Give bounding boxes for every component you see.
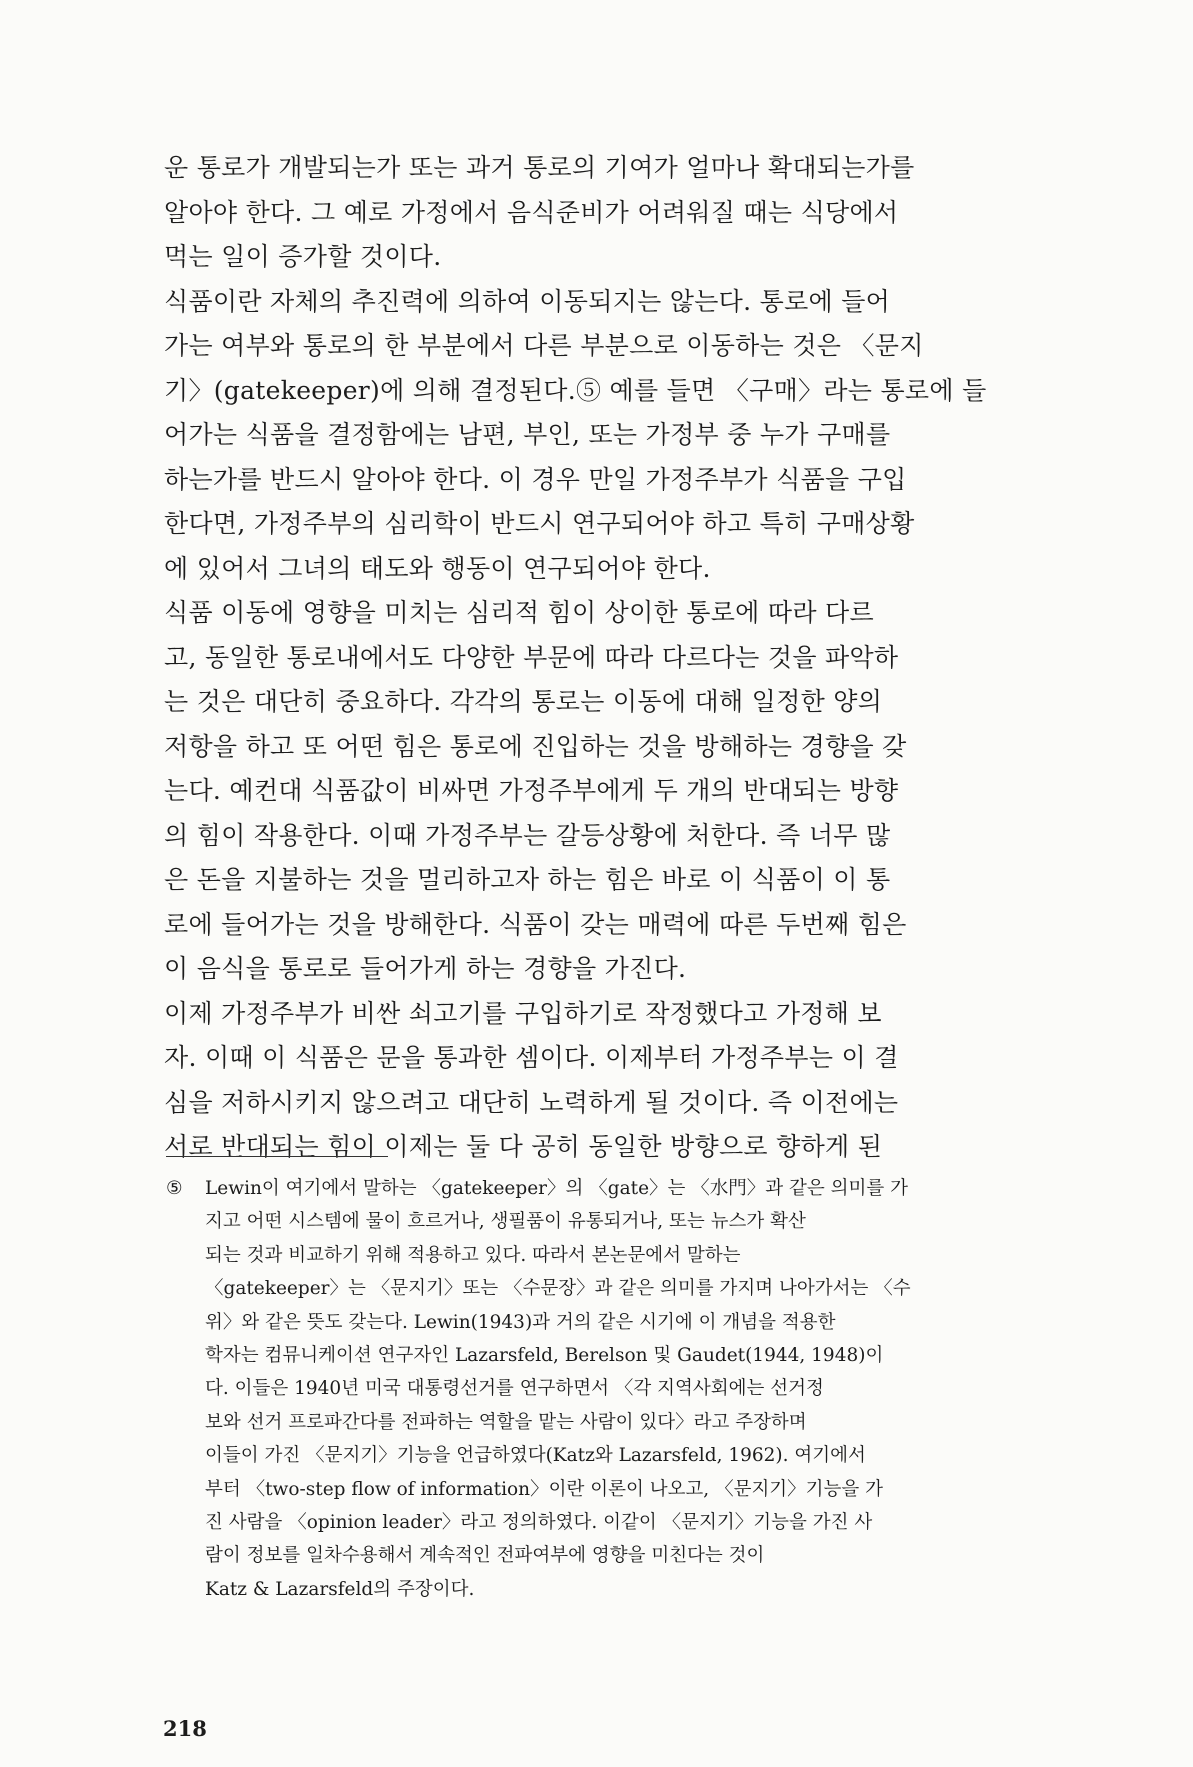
- body-line: 이 음식을 통로로 들어가게 하는 경향을 가진다.: [164, 954, 687, 983]
- footnote-line: 되는 것과 비교하기 위해 적용하고 있다. 따라서 본논문에서 말하는: [205, 1244, 741, 1266]
- body-line: 식품 이동에 영향을 미치는 심리적 힘이 상이한 통로에 따라 다르: [164, 598, 874, 627]
- body-line: 로에 들어가는 것을 방해한다. 식품이 갖는 매력에 따른 두번째 힘은: [164, 909, 907, 939]
- body-line: 한다면, 가정주부의 심리학이 반드시 연구되어야 하고 특히 구매상황: [164, 509, 915, 538]
- footnote-line: Katz & Lazarsfeld의 주장이다.: [205, 1578, 475, 1600]
- footnote: [166, 1172, 1064, 1606]
- footnote-line: 위〉와 같은 뜻도 갖는다. Lewin(1943)과 거의 같은 시기에 이 개념을 적용한: [205, 1311, 836, 1333]
- body-line: 는 것은 대단히 중요하다. 각각의 통로는 이동에 대해 일정한 양의: [164, 687, 883, 716]
- footnote-line: 이들이 가진 〈문지기〉기능을 언급하였다(Katz와 Lazarsfeld, 1962). 여기에서: [205, 1445, 866, 1467]
- body-line: 이제 가정주부가 비싼 쇠고기를 구입하기로 작정했다고 가정해 보: [164, 998, 882, 1028]
- footnote-line: 지고 어떤 시스템에 물이 흐르거나, 생필품이 유통되거나, 또는 뉴스가 확산: [205, 1211, 806, 1233]
- body-line: 에 있어서 그녀의 태도와 행동이 연구되어야 한다.: [164, 553, 711, 583]
- body-line: 고, 동일한 통로내에서도 다양한 부문에 따라 다르다는 것을 파악하: [164, 642, 899, 672]
- body-line: 는다. 예컨대 식품값이 비싸면 가정주부에게 두 개의 반대되는 방향: [164, 776, 899, 805]
- footnote-line: 람이 정보를 일차수용해서 계속적인 전파여부에 영향을 미친다는 것이: [205, 1545, 765, 1567]
- footnote-line: 〈gatekeeper〉는 〈문지기〉또는 〈수문장〉과 같은 의미를 가지며 나아가서는 〈수: [205, 1278, 911, 1300]
- body-line: 어가는 식품을 결정함에는 남편, 부인, 또는 가정부 중 누가 구매를: [164, 420, 891, 449]
- footnote-marker: ⑤: [166, 1178, 183, 1199]
- body-line: 먹는 일이 증가할 것이다.: [164, 242, 442, 271]
- footnote-line: 학자는 컴뮤니케이션 연구자인 Lazarsfeld, Berelson 및 Gaudet(1944, 1948)이: [205, 1344, 884, 1366]
- footnote-line: [166, 1172, 1064, 1205]
- body-line: 저항을 하고 또 어떤 힘은 통로에 진입하는 것을 방해하는 경향을 갖: [164, 731, 907, 761]
- body-line: 식품이란 자체의 추진력에 의하여 이동되지는 않는다. 통로에 들어: [164, 286, 891, 316]
- body-line: 심을 저하시키지 않으려고 대단히 노력하게 될 것이다. 즉 이전에는: [164, 1087, 899, 1117]
- body-line: 운 통로가 개발되는가 또는 과거 통로의 기여가 얼마나 확대되는가를: [164, 153, 915, 182]
- footnote-line: 보와 선거 프로파간다를 전파하는 역할을 맡는 사람이 있다〉라고 주장하며: [205, 1411, 807, 1433]
- body-text: [164, 146, 1064, 1170]
- body-line: 가는 여부와 통로의 한 부분에서 다른 부분으로 이동하는 것은 〈문지: [164, 331, 924, 360]
- footnote-text: Lewin이 여기에서 말하는 〈gatekeeper〉의 〈gate〉는 〈水門〉과 같은 의미를 가: [205, 1178, 909, 1199]
- body-line: 자. 이때 이 식품은 문을 통과한 셈이다. 이제부터 가정주부는 이 결: [164, 1043, 899, 1072]
- footnote-divider: [166, 1156, 388, 1157]
- body-line: 은 돈을 지불하는 것을 멀리하고자 하는 힘은 바로 이 식품이 이 통: [164, 865, 891, 894]
- body-line: 서로 반대되는 힘이 이제는 둘 다 공히 동일한 방향으로 향하게 된: [164, 1132, 883, 1161]
- footnote-line: 다. 이들은 1940년 미국 대통령선거를 연구하면서 〈각 지역사회에는 선거정: [205, 1378, 824, 1400]
- footnote-line: 부터 〈two-step flow of information〉이란 이론이 나오고, 〈문지기〉기능을 가: [205, 1478, 884, 1500]
- footnote-line: 진 사람을 〈opinion leader〉라고 정의하였다. 이같이 〈문지기〉기능을 가진 사: [205, 1511, 873, 1533]
- body-line: 하는가를 반드시 알아야 한다. 이 경우 만일 가정주부가 식품을 구입: [164, 464, 907, 494]
- body-line: 기〉(gatekeeper)에 의해 결정된다.⑤ 예를 들면 〈구매〉라는 통로에 들: [164, 375, 987, 405]
- body-line: 의 힘이 작용한다. 이때 가정주부는 갈등상황에 처한다. 즉 너무 많: [164, 820, 891, 850]
- page-number: 218: [163, 1716, 207, 1741]
- body-line: 알아야 한다. 그 예로 가정에서 음식준비가 어려워질 때는 식당에서: [164, 197, 899, 227]
